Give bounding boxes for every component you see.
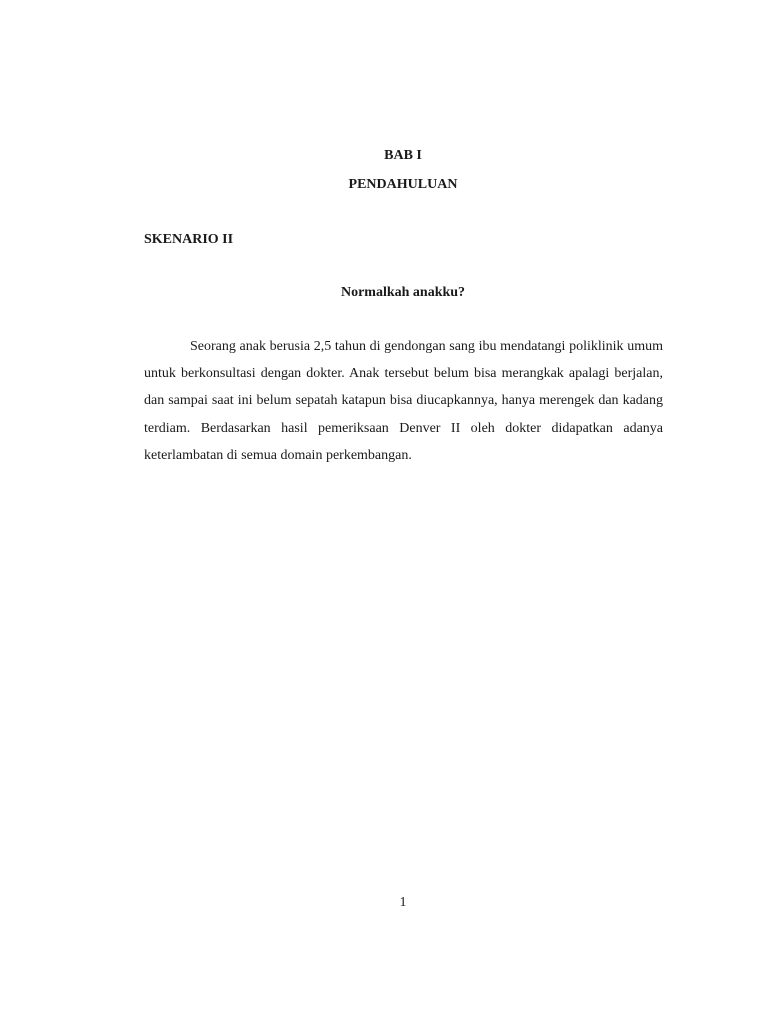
- scenario-paragraph: Seorang anak berusia 2,5 tahun di gendongan sang ibu mendatangi poliklinik umum untuk berkonsultasi dengan dokter. Anak tersebut belum bisa merangkak apalagi berjalan, dan sampai saat ini belum sepatah katapun bisa diucapkannya, hanya merengek dan kadang terdiam. Berdasarkan hasil pemeriksaan Denver II oleh dokter didapatkan adanya keterlambatan di semua domain perkembangan.: [144, 339, 663, 463]
- chapter-title: PENDAHULUAN: [348, 177, 458, 192]
- scenario-label: SKENARIO II: [144, 232, 234, 247]
- chapter-number: BAB I: [384, 148, 422, 163]
- page-number: 1: [399, 895, 407, 910]
- scenario-title: Normalkah anakku?: [340, 285, 466, 300]
